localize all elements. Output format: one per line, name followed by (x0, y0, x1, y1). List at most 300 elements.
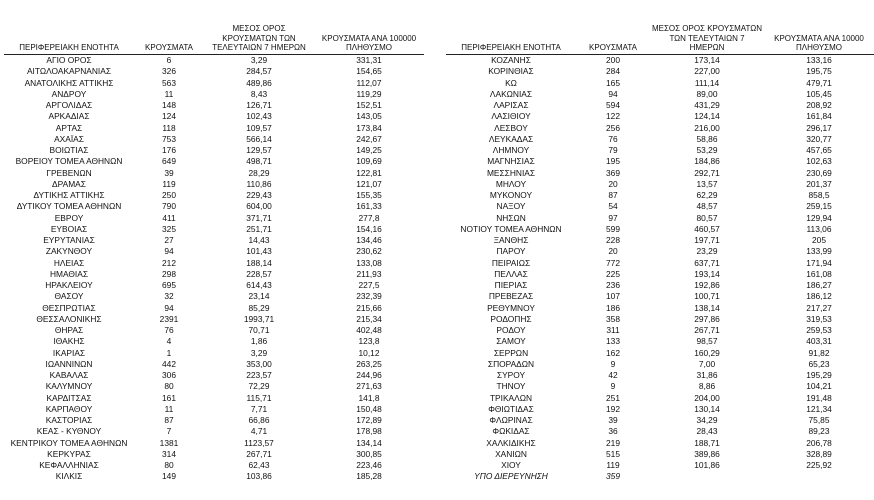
avg7-cell: 223,57 (246, 370, 272, 380)
header-avg7: ΜΕΣΟΣ ΟΡΟΣ ΚΡΟΥΣΜΑΤΩΝ ΤΩΝ ΤΕΛΕΥΤΑΙΩΝ 7 ΗΜΕΡΩΝ (204, 14, 314, 55)
region-cell: ΕΒΡΟΥ (54, 212, 84, 223)
per100k-cell: 320,77 (806, 133, 832, 144)
per100k-cell: 10,12 (358, 347, 380, 358)
cases-cell: 107 (606, 291, 620, 302)
region-cell: ΑΓΙΟ ΟΡΟΣ (46, 55, 92, 65)
cases-cell: 250 (162, 190, 176, 200)
region-cell: ΛΕΥΚΑΔΑΣ (488, 133, 534, 144)
region-cell: ΣΥΡΟΥ (496, 370, 526, 380)
per100k-cell: 319,53 (806, 313, 832, 324)
avg7-cell: 204,00 (694, 392, 720, 403)
table-row (446, 280, 874, 291)
region-cell: ΚΩ (505, 77, 517, 88)
table-row (446, 168, 874, 179)
table-row (4, 415, 424, 426)
header-cases: ΚΡΟΥΣΜΑΤΑ (134, 14, 204, 55)
cases-cell: 27 (164, 235, 174, 245)
avg7-cell: 188,71 (694, 437, 720, 448)
avg7-cell: 58,86 (696, 133, 718, 144)
per100k-cell: 259,15 (806, 201, 832, 212)
cases-cell: 695 (162, 280, 176, 290)
cases-cell: 122 (606, 111, 620, 122)
avg7-cell: 192,86 (694, 280, 720, 290)
per100k-cell: 143,05 (356, 111, 382, 122)
region-cell: ΠΑΡΟΥ (496, 246, 526, 257)
per100k-cell: 149,25 (356, 145, 382, 155)
table-row (4, 291, 424, 302)
per100k-cell: 112,07 (356, 77, 382, 88)
table-row (4, 280, 424, 291)
per100k-cell: 154,65 (356, 66, 382, 77)
cases-cell: 80 (164, 381, 174, 392)
cases-cell: 314 (162, 448, 176, 459)
cases-cell: 1381 (159, 437, 179, 448)
region-cell: ΘΕΣΠΡΩΤΙΑΣ (42, 302, 96, 313)
avg7-cell: 66,86 (248, 415, 270, 425)
avg7-cell: 110,86 (246, 178, 272, 189)
avg7-cell: 89,00 (696, 88, 718, 99)
per100k-cell: 173,84 (356, 122, 382, 133)
region-cell: ΑΝΔΡΟΥ (51, 88, 87, 99)
cases-cell: 219 (606, 437, 620, 448)
table-row (446, 370, 874, 381)
table-row (4, 246, 424, 257)
avg7-cell: 7,00 (698, 358, 716, 369)
region-cell: ΜΥΚΟΝΟΥ (489, 190, 533, 200)
cases-cell: 32 (164, 291, 174, 302)
avg7-cell: 297,86 (694, 313, 720, 324)
cases-cell: 119 (606, 460, 620, 470)
table-row (446, 449, 874, 460)
region-cell: ΡΕΘΥΜΝΟΥ (487, 302, 535, 313)
avg7-cell: 1,86 (250, 336, 268, 347)
avg7-cell: 251,71 (246, 223, 272, 234)
cases-cell: 11 (164, 88, 174, 99)
per100k-cell: 161,33 (356, 201, 382, 212)
table-row (4, 370, 424, 381)
region-cell: ΣΑΜΟΥ (496, 336, 526, 347)
per100k-cell: 121,07 (356, 178, 382, 189)
table-row (446, 134, 874, 145)
cases-cell: 236 (606, 280, 620, 290)
per100k-cell: 161,08 (806, 268, 832, 279)
avg7-cell: 53,29 (696, 145, 718, 155)
avg7-cell: 604,00 (246, 201, 272, 212)
table-row (4, 100, 424, 111)
cases-cell: 9 (610, 381, 616, 392)
per100k-cell: 211,93 (356, 268, 382, 279)
avg7-cell: 98,57 (696, 336, 718, 347)
region-cell: ΦΩΚΙΔΑΣ (492, 426, 530, 437)
table-row (446, 55, 874, 67)
per100k-cell: 223,46 (356, 460, 382, 470)
per100k-cell: 195,75 (806, 66, 832, 77)
avg7-cell: 8,43 (250, 88, 268, 99)
table-row (4, 235, 424, 246)
per100k-cell: 178,98 (356, 426, 382, 437)
avg7-cell: 101,43 (246, 246, 272, 257)
avg7-cell: 216,00 (694, 122, 720, 133)
header-region: ΠΕΡΙΦΕΡΕΙΑΚΗ ΕΝΟΤΗΤΑ (446, 14, 576, 55)
per100k-cell: 113,06 (806, 223, 832, 234)
per100k-cell: 161,84 (806, 111, 832, 122)
table-row (446, 190, 874, 201)
region-cell: ΑΝΑΤΟΛΙΚΗΣ ΑΤΤΙΚΗΣ (24, 77, 114, 88)
per100k-cell: 185,28 (356, 471, 382, 482)
table-row (446, 471, 874, 482)
region-cell: ΚΙΛΚΙΣ (55, 471, 83, 482)
cases-cell: 200 (606, 55, 620, 65)
avg7-cell: 48,57 (696, 201, 718, 212)
cases-cell: 20 (608, 178, 618, 189)
region-cell: ΙΩΑΝΝΙΝΩΝ (45, 358, 93, 369)
avg7-cell: 498,71 (246, 156, 272, 167)
table-row (4, 449, 424, 460)
per100k-cell: 133,08 (356, 257, 382, 268)
table-row (4, 156, 424, 167)
table-row (4, 258, 424, 269)
per100k-cell: 150,48 (356, 403, 382, 414)
region-cell: ΝΟΤΙΟΥ ΤΟΜΕΑ ΑΘΗΝΩΝ (460, 223, 562, 234)
cases-cell: 442 (162, 358, 176, 369)
table-row (446, 66, 874, 77)
table-row (4, 190, 424, 201)
region-cell: ΠΙΕΡΙΑΣ (494, 280, 528, 290)
per100k-cell: 300,85 (356, 448, 382, 459)
cases-cell: 119 (162, 178, 176, 189)
table-row (446, 359, 874, 370)
per100k-cell: 154,16 (356, 223, 382, 234)
per100k-cell: 403,31 (806, 336, 832, 347)
per100k-cell: 479,71 (806, 77, 832, 88)
cases-cell: 753 (162, 133, 176, 144)
cases-cell: 649 (162, 156, 176, 167)
table-row (4, 89, 424, 100)
per100k-cell: 172,89 (356, 415, 382, 425)
avg7-cell: 129,57 (246, 145, 272, 155)
table-row (4, 404, 424, 415)
region-cell: ΞΑΝΘΗΣ (493, 235, 529, 245)
table-row (446, 156, 874, 167)
avg7-cell: 101,86 (694, 460, 720, 470)
per100k-cell: 263,25 (356, 358, 382, 369)
table-row (446, 111, 874, 122)
avg7-cell: 102,43 (246, 111, 272, 122)
table-row (4, 55, 424, 67)
cases-cell: 225 (606, 268, 620, 279)
region-cell: ΑΡΤΑΣ (55, 122, 83, 133)
cases-cell: 80 (164, 460, 174, 470)
per100k-cell: 402,48 (356, 325, 382, 335)
region-cell: ΣΕΡΡΩΝ (493, 347, 529, 358)
table-row (4, 123, 424, 134)
table-row (4, 325, 424, 336)
region-cell: ΛΑΡΙΣΑΣ (493, 100, 529, 110)
table-row (4, 336, 424, 347)
cases-cell: 563 (162, 77, 176, 88)
per100k-cell: 134,46 (356, 235, 382, 245)
cases-cell: 7 (166, 426, 172, 437)
region-cell: ΦΘΙΩΤΙΔΑΣ (488, 403, 534, 414)
per100k-cell: 186,27 (806, 280, 832, 290)
table-row (4, 314, 424, 325)
avg7-cell (650, 471, 764, 482)
region-cell: ΑΡΓΟΛΙΔΑΣ (45, 100, 93, 110)
region-cell: ΛΑΚΩΝΙΑΣ (489, 88, 533, 99)
per100k-cell: 119,29 (356, 88, 382, 99)
table-row (446, 224, 874, 235)
per100k-cell: 208,92 (806, 100, 832, 110)
avg7-cell: 7,71 (250, 403, 268, 414)
table-row (446, 179, 874, 190)
per100k-cell: 457,65 (806, 145, 832, 155)
table-row (4, 359, 424, 370)
region-cell: ΜΗΛΟΥ (495, 178, 527, 189)
table-row (446, 78, 874, 89)
avg7-cell: 614,43 (246, 280, 272, 290)
avg7-cell: 184,86 (694, 156, 720, 167)
per100k-cell: 134,14 (356, 437, 382, 448)
table-row (446, 235, 874, 246)
avg7-cell: 566,14 (246, 133, 272, 144)
cases-cell: 311 (606, 325, 620, 335)
avg7-cell: 115,71 (246, 392, 272, 403)
per100k-cell (764, 471, 874, 482)
per100k-cell: 858,5 (808, 190, 830, 200)
avg7-cell: 1993,71 (243, 313, 275, 324)
avg7-cell: 109,57 (246, 122, 272, 133)
avg7-cell: 353,00 (246, 358, 272, 369)
cases-cell: 772 (606, 257, 620, 268)
per100k-cell: 227,5 (358, 280, 380, 290)
region-cell: ΧΙΟΥ (501, 460, 521, 470)
avg7-cell: 72,29 (248, 381, 270, 392)
cases-cell: 79 (608, 145, 618, 155)
table-row (446, 291, 874, 302)
region-cell: ΛΗΜΝΟΥ (492, 145, 530, 155)
cases-cell: 124 (162, 111, 176, 122)
cases-cell: 133 (606, 336, 620, 347)
table-row (4, 471, 424, 482)
region-cell: ΓΡΕΒΕΝΩΝ (46, 167, 92, 178)
region-cell: ΚΕΑΣ - ΚΥΘΝΟΥ (36, 426, 102, 437)
per100k-cell: 105,45 (806, 88, 832, 99)
avg7-cell: 23,29 (696, 246, 718, 257)
cases-cell: 54 (608, 201, 618, 212)
table-row (446, 258, 874, 269)
region-cell: ΠΡΕΒΕΖΑΣ (488, 291, 534, 302)
per100k-cell: 215,66 (356, 302, 382, 313)
per100k-cell: 242,67 (356, 133, 382, 144)
region-cell: ΙΚΑΡΙΑΣ (52, 347, 86, 358)
region-cell: ΣΠΟΡΑΔΩΝ (487, 358, 535, 369)
table-row (446, 303, 874, 314)
cases-cell: 358 (606, 313, 620, 324)
header-row (4, 14, 424, 55)
table-row (446, 123, 874, 134)
table-row (446, 426, 874, 437)
region-cell: ΘΑΣΟΥ (54, 291, 84, 302)
table-row (446, 314, 874, 325)
header-per100k: ΚΡΟΥΣΜΑΤΑ ΑΝΑ 10000 ΠΛΗΘΥΣΜΟ (764, 14, 874, 55)
per100k-cell: 271,63 (356, 381, 382, 392)
cases-cell: 325 (162, 223, 176, 234)
avg7-cell: 637,71 (694, 257, 720, 268)
cases-cell: 594 (606, 100, 620, 110)
avg7-cell: 227,00 (694, 66, 720, 77)
region-cell: ΜΕΣΣΗΝΙΑΣ (486, 167, 536, 178)
avg7-cell: 138,14 (694, 302, 720, 313)
cases-cell: 186 (606, 302, 620, 313)
avg7-cell: 160,29 (694, 347, 720, 358)
region-cell: ΝΑΞΟΥ (496, 201, 526, 212)
table-row (446, 381, 874, 392)
cases-cell: 97 (608, 212, 618, 223)
table-row (4, 111, 424, 122)
region-cell: ΗΛΕΙΑΣ (53, 257, 85, 268)
region-cell: ΑΧΑΪΑΣ (54, 133, 84, 144)
per100k-cell: 152,51 (356, 100, 382, 110)
cases-cell: 94 (608, 88, 618, 99)
avg7-cell: 228,57 (246, 268, 272, 279)
cases-cell: 176 (162, 145, 176, 155)
avg7-cell: 8,86 (698, 381, 716, 392)
region-cell: ΛΕΣΒΟΥ (494, 122, 528, 133)
avg7-cell: 126,71 (246, 100, 272, 110)
table-row (4, 66, 424, 77)
cases-cell: 76 (608, 133, 618, 144)
table-row (446, 460, 874, 471)
region-cell: ΚΕΝΤΡΙΚΟΥ ΤΟΜΕΑ ΑΘΗΝΩΝ (10, 437, 128, 448)
table-row (4, 168, 424, 179)
region-cell: ΑΙΤΩΛΟΑΚΑΡΝΑΝΙΑΣ (26, 66, 112, 77)
per100k-cell: 133,99 (806, 246, 832, 257)
cases-cell: 94 (164, 246, 174, 257)
avg7-cell: 62,29 (696, 190, 718, 200)
region-cell: ΥΠΟ ΔΙΕΡΕΥΝΗΣΗ (474, 471, 548, 482)
region-cell: ΒΟΡΕΙΟΥ ΤΟΜΕΑ ΑΘΗΝΩΝ (15, 156, 123, 167)
cases-cell: 515 (606, 448, 620, 459)
avg7-cell: 4,71 (250, 426, 268, 437)
per100k-cell: 102,63 (806, 156, 832, 167)
region-cell: ΗΜΑΘΙΑΣ (49, 268, 89, 279)
cases-cell: 87 (164, 415, 174, 425)
avg7-cell: 130,14 (694, 403, 720, 414)
region-cell: ΠΕΛΛΑΣ (494, 268, 528, 279)
region-cell: ΖΑΚΥΝΘΟΥ (45, 246, 93, 257)
table-row (446, 201, 874, 212)
table-row (446, 336, 874, 347)
avg7-cell: 188,14 (246, 257, 272, 268)
region-cell: ΘΗΡΑΣ (54, 325, 84, 335)
per100k-cell: 65,23 (808, 358, 830, 369)
region-cell: ΡΟΔΟΥ (496, 325, 526, 335)
cases-table-left (4, 14, 424, 483)
avg7-cell: 62,43 (248, 460, 270, 470)
cases-cell: 326 (162, 66, 176, 77)
per100k-cell: 331,31 (356, 55, 382, 65)
region-cell: ΔΡΑΜΑΣ (52, 178, 86, 189)
region-cell: ΚΕΦΑΛΛΗΝΙΑΣ (39, 460, 99, 470)
avg7-cell: 80,57 (696, 212, 718, 223)
avg7-cell: 23,14 (248, 291, 270, 302)
avg7-cell: 267,71 (694, 325, 720, 335)
cases-cell: 9 (610, 358, 616, 369)
cases-cell: 284 (606, 66, 620, 77)
per100k-cell: 75,85 (808, 415, 830, 425)
cases-cell: 162 (606, 347, 620, 358)
cases-cell: 228 (606, 235, 620, 245)
per100k-cell: 230,69 (806, 167, 832, 178)
cases-cell: 251 (606, 392, 620, 403)
cases-cell: 790 (162, 201, 176, 212)
per100k-cell: 123,8 (358, 336, 380, 347)
table-row (446, 246, 874, 257)
table-row (4, 224, 424, 235)
avg7-cell: 85,29 (248, 302, 270, 313)
cases-cell: 298 (162, 268, 176, 279)
avg7-cell: 13,57 (696, 178, 718, 189)
header-cases: ΚΡΟΥΣΜΑΤΑ (576, 14, 650, 55)
region-cell: ΙΘΑΚΗΣ (53, 336, 85, 347)
region-cell: ΔΥΤΙΚΗΣ ΑΤΤΙΚΗΣ (33, 190, 105, 200)
cases-cell: 359 (606, 471, 620, 482)
per100k-cell: 225,92 (806, 460, 832, 470)
cases-cell: 369 (606, 167, 620, 178)
region-cell: ΚΑΣΤΟΡΙΑΣ (45, 415, 93, 425)
cases-cell: 42 (608, 370, 618, 380)
per100k-cell: 122,81 (356, 167, 382, 178)
region-cell: ΡΟΔΟΠΗΣ (490, 313, 532, 324)
table-row (4, 78, 424, 89)
cases-cell: 76 (164, 325, 174, 335)
header-region: ΠΕΡΙΦΕΡΕΙΑΚΗ ΕΝΟΤΗΤΑ (4, 14, 134, 55)
per100k-cell: 129,94 (806, 212, 832, 223)
per100k-cell: 328,89 (806, 448, 832, 459)
table-row (4, 269, 424, 280)
region-cell: ΕΥΒΟΙΑΣ (50, 223, 88, 234)
region-cell: ΒΟΙΩΤΙΑΣ (49, 145, 89, 155)
cases-cell: 411 (162, 212, 176, 223)
region-cell: ΘΕΣΣΑΛΟΝΙΚΗΣ (36, 313, 102, 324)
table-row (4, 213, 424, 224)
avg7-cell: 14,43 (248, 235, 270, 245)
table-row (446, 269, 874, 280)
cases-cell: 2391 (159, 313, 179, 324)
per100k-cell: 133,16 (806, 55, 832, 65)
table-row (446, 325, 874, 336)
per100k-cell: 205 (812, 235, 826, 245)
region-cell: ΠΕΙΡΑΙΩΣ (491, 257, 531, 268)
avg7-cell: 229,43 (246, 190, 272, 200)
cases-cell: 165 (606, 77, 620, 88)
per100k-cell: 171,94 (806, 257, 832, 268)
region-cell: ΗΡΑΚΛΕΙΟΥ (45, 280, 93, 290)
table-row (446, 100, 874, 111)
per100k-cell: 195,29 (806, 370, 832, 380)
cases-cell: 94 (164, 302, 174, 313)
avg7-cell: 3,29 (250, 55, 268, 65)
table-row (446, 393, 874, 404)
table-row (446, 145, 874, 156)
cases-cell: 39 (608, 415, 618, 425)
per100k-cell: 109,69 (356, 156, 382, 167)
table-row (4, 134, 424, 145)
region-cell: ΛΑΣΙΘΙΟΥ (491, 111, 531, 122)
avg7-cell: 70,71 (248, 325, 270, 335)
cases-cell: 6 (166, 55, 172, 65)
cases-cell: 149 (162, 471, 176, 482)
